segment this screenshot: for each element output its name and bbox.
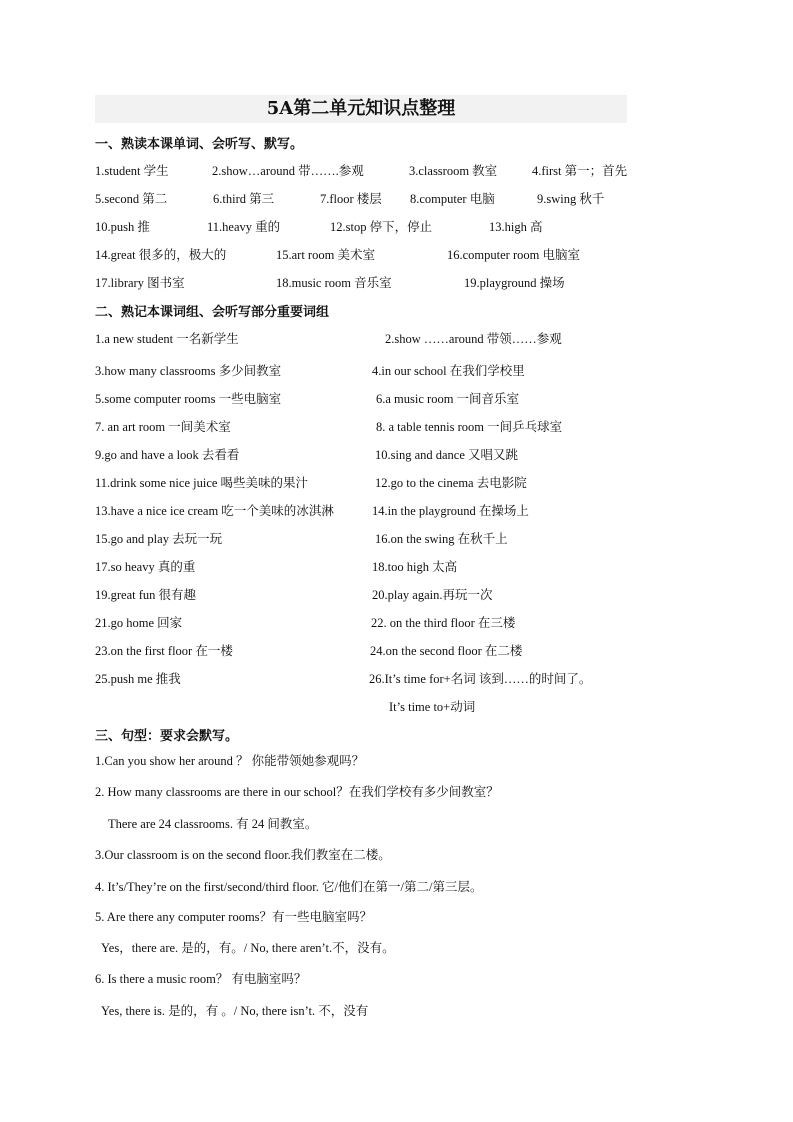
vocab-item: 17.library 图书室 <box>95 276 185 290</box>
phrase-item: 24.on the second floor 在二楼 <box>370 644 523 658</box>
sentence-line: Yes, there is. 是的，有 。/ No, there isn’t. 不，没有 <box>101 1004 369 1018</box>
vocab-item: 12.stop 停下，停止 <box>330 220 433 234</box>
phrase-item: 7. an art room 一间美术室 <box>95 420 231 434</box>
vocab-item: 19.playground 操场 <box>464 276 565 290</box>
vocab-item: 3.classroom 教室 <box>409 164 498 178</box>
phrase-item: 25.push me 推我 <box>95 672 181 686</box>
phrase-item: 21.go home 回家 <box>95 616 183 630</box>
phrase-item: 22. on the third floor 在三楼 <box>371 616 516 630</box>
sentence-line: 4. It’s/They’re on the first/second/third floor. 它/他们在第一/第二/第三层。 <box>95 880 483 894</box>
vocab-item: 1.student 学生 <box>95 164 169 178</box>
sentence-line: 1.Can you show her around ？ 你能带领她参观吗？ <box>95 754 365 768</box>
vocab-item: 7.floor 楼层 <box>320 192 382 206</box>
phrase-item: 20.play again.再玩一次 <box>372 588 493 602</box>
phrase-item: 4.in our school 在我们学校里 <box>372 364 525 378</box>
phrase-item: 15.go and play 去玩一玩 <box>95 532 223 546</box>
phrase-item: 18.too high 太高 <box>372 560 458 574</box>
vocab-item: 2.show…around 带…….参观 <box>212 164 364 178</box>
vocab-item: 11.heavy 重的 <box>207 220 281 234</box>
phrase-item: 17.so heavy 真的重 <box>95 560 196 574</box>
sentence-line: 6. Is there a music room？ 有电脑室吗？ <box>95 972 307 986</box>
phrase-item: 1.a new student 一名新学生 <box>95 332 239 346</box>
sentence-line: There are 24 classrooms. 有 24 间教室。 <box>108 817 318 831</box>
section3-heading: 三、句型：要求会默写。 <box>95 729 239 744</box>
section1-heading: 一、熟读本课单词、会听写、默写。 <box>95 137 304 152</box>
phrase-item: 3.how many classrooms 多少间教室 <box>95 364 282 378</box>
phrase-item: 9.go and have a look 去看看 <box>95 448 240 462</box>
vocab-item: 8.computer 电脑 <box>410 192 495 206</box>
sentence-line: 3.Our classroom is on the second floor.我们教室在二楼。 <box>95 848 391 862</box>
phrase-item: 23.on the first floor 在一楼 <box>95 644 233 658</box>
phrase-item: 8. a table tennis room 一间乒乓球室 <box>376 420 563 434</box>
vocab-item: 5.second 第二 <box>95 192 168 206</box>
vocab-item: 14.great 很多的，极大的 <box>95 248 227 262</box>
phrase-item: 11.drink some nice juice 喝些美味的果汁 <box>95 476 309 490</box>
phrase-item: 14.in the playground 在操场上 <box>372 504 529 518</box>
sentence-line: 2. How many classrooms are there in our school？在我们学校有多少间教室？ <box>95 785 499 799</box>
phrase-item: 2.show ……around 带领……参观 <box>385 332 562 346</box>
phrase-item: 6.a music room 一间音乐室 <box>376 392 520 406</box>
vocab-item: 18.music room 音乐室 <box>276 276 392 290</box>
vocab-item: 16.computer room 电脑室 <box>447 248 580 262</box>
section2-heading: 二、熟记本课词组、会听写部分重要词组 <box>95 305 330 320</box>
phrase-note: It’s time to+动词 <box>389 700 476 714</box>
vocab-item: 4.first 第一；首先 <box>532 164 628 178</box>
phrase-item: 26.It’s time for+名词 该到……的时间了。 <box>369 672 592 686</box>
vocab-item: 6.third 第三 <box>213 192 275 206</box>
sentence-line: 5. Are there any computer rooms？有一些电脑室吗？ <box>95 910 373 924</box>
phrase-item: 12.go to the cinema 去电影院 <box>375 476 527 490</box>
phrase-item: 10.sing and dance 又唱又跳 <box>375 448 519 462</box>
page-title: 5A第二单元知识点整理 <box>95 95 627 123</box>
vocab-item: 15.art room 美术室 <box>276 248 375 262</box>
vocab-item: 9.swing 秋千 <box>537 192 605 206</box>
phrase-item: 16.on the swing 在秋千上 <box>375 532 508 546</box>
phrase-item: 19.great fun 很有趣 <box>95 588 197 602</box>
phrase-item: 5.some computer rooms 一些电脑室 <box>95 392 282 406</box>
phrase-item: 13.have a nice ice cream 吃一个美味的冰淇淋 <box>95 504 334 518</box>
sentence-line: Yes，there are. 是的，有。/ No, there aren’t.不，没有。 <box>101 941 395 955</box>
vocab-item: 13.high 高 <box>489 220 543 234</box>
vocab-item: 10.push 推 <box>95 220 150 234</box>
